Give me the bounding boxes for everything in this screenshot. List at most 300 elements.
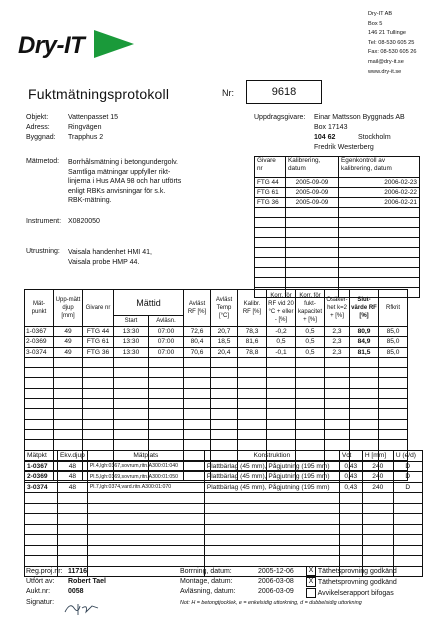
matt-cell: 81,5 — [350, 347, 379, 357]
givare-table — [254, 156, 420, 298]
matt-header-uppmatt: Upp-mätt djup [mm] — [54, 290, 83, 327]
matt-header-start: Start — [114, 316, 149, 327]
matt-cell: 85,0 — [379, 337, 408, 347]
matt-empty-cell — [54, 368, 83, 378]
plats-cell: 0,43 — [339, 482, 362, 493]
givare-empty-row — [255, 248, 420, 258]
matt-empty-cell — [325, 429, 350, 439]
plats-empty-cell — [393, 514, 422, 525]
matt-empty-cell — [267, 440, 296, 450]
matt-empty-cell — [83, 440, 114, 450]
matt-row — [25, 337, 408, 347]
givare-empty-cell — [286, 278, 339, 288]
matt-cell: 49 — [54, 327, 83, 337]
plats-empty-row — [25, 545, 423, 556]
matt-header-rfkrit: Rfkrit — [379, 290, 408, 327]
givare-empty-row — [255, 278, 420, 288]
matt-cell: 85,0 — [379, 347, 408, 357]
matt-empty-cell — [296, 440, 325, 450]
plats-cell: 2-0369 — [25, 472, 58, 483]
matt-empty-cell — [267, 357, 296, 367]
plats-cell: 3-0374 — [25, 482, 58, 493]
givare-empty-cell — [339, 278, 420, 288]
plats-header-cell: Vct — [339, 451, 362, 462]
matt-cell: 07:00 — [149, 337, 184, 347]
borrning-label: Borrning, datum: — [180, 568, 232, 575]
plats-empty-cell — [204, 535, 339, 546]
aukt-label: Aukt.nr: — [26, 588, 51, 595]
givare-empty-cell — [255, 228, 286, 238]
plats-empty-cell — [339, 545, 362, 556]
matt-empty-cell — [211, 388, 238, 398]
plats-row — [25, 461, 423, 472]
matt-empty-cell — [54, 388, 83, 398]
aukt-value: 0058 — [68, 588, 84, 595]
plats-empty-row — [25, 556, 423, 567]
matt-empty-cell — [83, 429, 114, 439]
matt-empty-cell — [25, 399, 54, 409]
matt-empty-cell — [267, 399, 296, 409]
matt-empty-cell — [25, 368, 54, 378]
matt-empty-cell — [149, 409, 184, 419]
matt-empty-cell — [325, 419, 350, 429]
montage-label: Montage, datum: — [180, 578, 233, 585]
matt-empty-cell — [325, 388, 350, 398]
matt-cell: 2,3 — [325, 327, 350, 337]
plats-row — [25, 472, 423, 483]
plats-cell: Plattbärlag (45 mm), Pågjutning (195 mm) — [204, 461, 339, 472]
plats-empty-cell — [393, 566, 422, 577]
givare-empty-cell — [286, 258, 339, 268]
plats-empty-cell — [204, 493, 339, 504]
matt-empty-cell — [83, 368, 114, 378]
matt-empty-cell — [267, 409, 296, 419]
signature-scribble-icon — [62, 600, 102, 618]
matt-empty-cell — [379, 440, 408, 450]
plats-empty-cell — [362, 503, 393, 514]
plats-empty-row — [25, 493, 423, 504]
nr-label: Nr: — [222, 88, 234, 98]
matt-empty-cell — [379, 409, 408, 419]
givare-empty-row — [255, 228, 420, 238]
uppdrag-label: Uppdragsgivare: — [254, 114, 306, 121]
plats-empty-cell — [362, 524, 393, 535]
givare-empty-cell — [339, 248, 420, 258]
matt-empty-cell — [267, 368, 296, 378]
matt-empty-cell — [114, 388, 149, 398]
matt-empty-cell — [25, 378, 54, 388]
matt-empty-cell — [238, 388, 267, 398]
logo-text: Dry-IT — [18, 32, 85, 59]
plats-empty-cell — [58, 503, 88, 514]
plats-empty-cell — [393, 493, 422, 504]
matt-empty-cell — [54, 378, 83, 388]
avlasning-label: Avläsning, datum: — [180, 588, 236, 595]
plats-cell: 48 — [58, 482, 88, 493]
matt-empty-cell — [211, 399, 238, 409]
plats-empty-cell — [204, 514, 339, 525]
avlasning-value: 2006-03-09 — [258, 588, 294, 595]
givare-row — [255, 188, 420, 198]
utrustning-label: Utrustning: — [26, 248, 60, 255]
givare-cell: 2005-09-09 — [286, 188, 339, 198]
givare-empty-cell — [339, 238, 420, 248]
matt-empty-cell — [296, 388, 325, 398]
check-box-1[interactable]: X — [306, 577, 316, 587]
plats-empty-cell — [393, 524, 422, 535]
company-logo — [18, 28, 130, 66]
matt-empty-cell — [83, 399, 114, 409]
plats-empty-cell — [393, 556, 422, 567]
plats-cell: 48 — [58, 461, 88, 472]
matt-empty-cell — [379, 388, 408, 398]
matt-empty-cell — [211, 357, 238, 367]
givare-cell: 2006-02-22 — [339, 188, 420, 198]
plats-cell: D — [393, 461, 422, 472]
matt-empty-cell — [211, 368, 238, 378]
matmetod-line: Borrhålsmätning i betongundergolv. — [68, 159, 178, 166]
matt-empty-cell — [25, 388, 54, 398]
matt-empty-cell — [83, 419, 114, 429]
matt-empty-cell — [149, 368, 184, 378]
matt-header-slut: Slut-värde RF [%] — [350, 290, 379, 327]
givare-empty-row — [255, 238, 420, 248]
plats-empty-cell — [362, 535, 393, 546]
matt-empty-cell — [184, 357, 211, 367]
contact-line: Box 5 — [368, 20, 383, 27]
montage-value: 2006-03-08 — [258, 578, 294, 585]
matt-empty-cell — [184, 378, 211, 388]
plats-cell: D — [393, 472, 422, 483]
matt-empty-cell — [238, 429, 267, 439]
check-box-2[interactable] — [306, 588, 316, 598]
regproj-label: Reg.proj.nr: — [26, 568, 63, 575]
plats-empty-row — [25, 514, 423, 525]
regproj-value: 11716 — [68, 568, 88, 575]
matt-empty-row — [25, 440, 408, 450]
matt-cell: 2,3 — [325, 337, 350, 347]
matt-empty-cell — [350, 440, 379, 450]
adress-value: Ringvägen — [68, 124, 102, 131]
matt-empty-cell — [350, 378, 379, 388]
footer-note: Not: H = betongtjocklek, e = enkelsidig uttorkning, d = dubbelsidig uttorkning — [180, 600, 362, 606]
matt-empty-cell — [325, 409, 350, 419]
plats-empty-cell — [204, 524, 339, 535]
plats-cell: Pl.4,lgh:0367,sovrum,ritn.A300:01:040 — [87, 461, 204, 472]
plats-cell: 240 — [362, 461, 393, 472]
matt-empty-cell — [379, 399, 408, 409]
plats-empty-cell — [339, 556, 362, 567]
matt-cell: 80,4 — [184, 337, 211, 347]
plats-empty-cell — [58, 535, 88, 546]
givare-cell: 2006-02-23 — [339, 178, 420, 188]
matt-empty-cell — [184, 419, 211, 429]
plats-empty-cell — [393, 545, 422, 556]
plats-empty-cell — [25, 524, 58, 535]
matt-empty-cell — [350, 357, 379, 367]
matt-empty-cell — [184, 368, 211, 378]
matt-empty-cell — [325, 368, 350, 378]
matt-empty-cell — [379, 419, 408, 429]
matt-empty-cell — [149, 388, 184, 398]
matt-empty-cell — [238, 399, 267, 409]
matt-empty-cell — [296, 378, 325, 388]
givare-empty-cell — [339, 228, 420, 238]
objekt-label: Objekt: — [26, 114, 49, 121]
plats-header-cell: Mätpkt — [25, 451, 58, 462]
matt-row — [25, 327, 408, 337]
matt-empty-cell — [54, 419, 83, 429]
matmetod-line: RBK-mätning. — [68, 197, 112, 205]
signatur-label: Signatur: — [26, 599, 55, 606]
plats-cell: 240 — [362, 472, 393, 483]
matt-cell: 13:30 — [114, 327, 149, 337]
utfort-value: Robert Tael — [68, 578, 106, 585]
check-row-1 — [306, 577, 397, 587]
check-box-0[interactable]: X — [306, 566, 316, 576]
matt-empty-cell — [114, 440, 149, 450]
matt-empty-cell — [149, 357, 184, 367]
plats-empty-cell — [204, 556, 339, 567]
givare-empty-cell — [255, 238, 286, 248]
matt-empty-cell — [267, 419, 296, 429]
check-label-1: Täthetsprovning godkänd — [317, 578, 397, 586]
matt-empty-cell — [83, 378, 114, 388]
matt-cell: 85,0 — [379, 327, 408, 337]
uppdrag-line-2: 104 62 — [314, 134, 336, 141]
matt-header-avlasn: Avläsn. — [149, 316, 184, 327]
matmetod-text — [68, 158, 248, 206]
plats-empty-cell — [25, 545, 58, 556]
matt-cell: 3-0374 — [25, 347, 54, 357]
matt-cell: 49 — [54, 347, 83, 357]
plats-empty-cell — [58, 545, 88, 556]
givare-empty-cell — [286, 268, 339, 278]
matt-empty-cell — [114, 368, 149, 378]
matt-empty-row — [25, 388, 408, 398]
plats-cell: 48 — [58, 472, 88, 483]
plats-empty-cell — [362, 493, 393, 504]
plats-empty-cell — [25, 493, 58, 504]
plats-cell: 240 — [362, 482, 393, 493]
plats-empty-cell — [87, 524, 204, 535]
plats-cell: Plattbärlag (45 mm), Pågjutning (195 mm) — [204, 482, 339, 493]
matt-empty-cell — [54, 399, 83, 409]
matt-header-givare: Givare nr — [83, 290, 114, 327]
matt-empty-cell — [325, 440, 350, 450]
givare-empty-row — [255, 258, 420, 268]
givare-empty-cell — [286, 218, 339, 228]
nr-value: 9618 — [246, 80, 322, 104]
matt-header-avlast_temp: Avläst Temp [°C] — [211, 290, 238, 327]
givare-empty-cell — [286, 228, 339, 238]
matt-empty-cell — [267, 429, 296, 439]
location-table — [24, 450, 423, 577]
matt-empty-cell — [325, 399, 350, 409]
check-row-2 — [306, 588, 394, 598]
matt-cell: 0,5 — [296, 327, 325, 337]
matt-empty-cell — [296, 429, 325, 439]
matt-empty-cell — [296, 368, 325, 378]
matt-empty-cell — [325, 378, 350, 388]
plats-cell: 1-0367 — [25, 461, 58, 472]
utrustning-line: Vaisala handenhet HMI 41, — [68, 249, 152, 256]
plats-cell: Pl.7,lgh:0374,vard.ritn.A300:01:070 — [87, 482, 204, 493]
matt-cell: 07:00 — [149, 327, 184, 337]
plats-header-cell: Mätplats — [87, 451, 204, 462]
plats-empty-cell — [362, 545, 393, 556]
matt-header-korr_rf: Korr. för RF vid 20 °C + eller - [%] — [267, 290, 296, 327]
matt-header-osaker: Osäker-het k=2 + [%] — [325, 290, 350, 327]
plats-row — [25, 482, 423, 493]
matt-empty-cell — [296, 419, 325, 429]
matt-empty-cell — [54, 357, 83, 367]
matt-empty-cell — [350, 429, 379, 439]
matt-empty-row — [25, 399, 408, 409]
givare-empty-cell — [255, 218, 286, 228]
plats-cell: 0,43 — [339, 472, 362, 483]
givare-cell: FTG 44 — [255, 178, 286, 188]
plats-empty-row — [25, 503, 423, 514]
matt-empty-cell — [211, 429, 238, 439]
adress-label: Adress: — [26, 124, 50, 131]
plats-empty-cell — [87, 535, 204, 546]
matt-empty-cell — [379, 429, 408, 439]
matt-empty-cell — [25, 419, 54, 429]
matt-header-korr_fukt: Korr. för fukt-kapacitet + [%] — [296, 290, 325, 327]
givare-empty-cell — [339, 258, 420, 268]
plats-empty-cell — [339, 493, 362, 504]
givare-cell: 2005-09-09 — [286, 178, 339, 188]
matt-header-mattid: Mättid — [114, 290, 184, 316]
contact-line: 146 21 Tullinge — [368, 30, 406, 37]
plats-empty-cell — [87, 493, 204, 504]
matt-empty-cell — [350, 409, 379, 419]
matt-cell: 49 — [54, 337, 83, 347]
matt-empty-cell — [54, 409, 83, 419]
matt-empty-cell — [184, 399, 211, 409]
matt-empty-cell — [25, 409, 54, 419]
matt-cell: FTG 61 — [83, 337, 114, 347]
matt-empty-row — [25, 357, 408, 367]
matt-empty-cell — [238, 368, 267, 378]
matt-cell: 13:30 — [114, 337, 149, 347]
matt-empty-cell — [211, 419, 238, 429]
matt-cell: 20,4 — [211, 347, 238, 357]
matt-empty-cell — [211, 378, 238, 388]
matt-header-kalibr: Kalibr. RF [%] — [238, 290, 267, 327]
instrument-value: X0820050 — [68, 218, 100, 225]
matt-empty-row — [25, 409, 408, 419]
matt-cell: 1-0367 — [25, 327, 54, 337]
givare-empty-row — [255, 218, 420, 228]
matt-empty-cell — [114, 399, 149, 409]
uppdrag-line-0: Einar Mattsson Byggnads AB — [314, 114, 405, 121]
matt-header-avlast_rf: Avläst RF [%] — [184, 290, 211, 327]
matmetod-line: enligt RBKs anvisningar för s.k. — [68, 187, 166, 195]
matt-cell: 0,5 — [296, 347, 325, 357]
matt-header-row-1 — [25, 290, 408, 316]
givare-empty-row — [255, 268, 420, 278]
matt-cell: 72,6 — [184, 327, 211, 337]
logo-triangle-icon — [94, 30, 134, 58]
matt-empty-cell — [350, 419, 379, 429]
matt-empty-cell — [114, 409, 149, 419]
matt-cell: 2,3 — [325, 347, 350, 357]
plats-empty-cell — [204, 545, 339, 556]
matt-cell: 18,5 — [211, 337, 238, 347]
matt-empty-cell — [149, 378, 184, 388]
givare-header-cell: Egenkontroll av kalibrering, datum — [339, 157, 420, 178]
matt-empty-cell — [350, 399, 379, 409]
matt-empty-cell — [54, 440, 83, 450]
plats-header-row — [25, 451, 423, 462]
matt-empty-cell — [25, 429, 54, 439]
matt-cell: 84,9 — [350, 337, 379, 347]
plats-header-cell: U (e/d) — [393, 451, 422, 462]
plats-empty-cell — [25, 514, 58, 525]
plats-header-cell: H [mm] — [362, 451, 393, 462]
plats-empty-cell — [25, 535, 58, 546]
matt-empty-cell — [25, 357, 54, 367]
matt-empty-cell — [350, 388, 379, 398]
matt-empty-cell — [83, 388, 114, 398]
contact-line: Tel: 08-530 605 25 — [368, 39, 415, 46]
matt-cell: FTG 36 — [83, 347, 114, 357]
givare-empty-cell — [339, 208, 420, 218]
objekt-value: Vattenpasset 15 — [68, 114, 119, 121]
plats-empty-cell — [87, 514, 204, 525]
matt-empty-cell — [114, 378, 149, 388]
plats-empty-cell — [58, 514, 88, 525]
matt-empty-cell — [114, 419, 149, 429]
contact-line: Dry-IT AB — [368, 11, 393, 17]
plats-empty-cell — [204, 503, 339, 514]
plats-empty-cell — [339, 524, 362, 535]
matt-cell: FTG 44 — [83, 327, 114, 337]
givare-empty-cell — [286, 238, 339, 248]
plats-empty-cell — [362, 556, 393, 567]
givare-empty-cell — [255, 258, 286, 268]
matt-cell: 2-0369 — [25, 337, 54, 347]
givare-empty-cell — [255, 268, 286, 278]
givare-empty-row — [255, 208, 420, 218]
plats-cell: D — [393, 482, 422, 493]
matt-row — [25, 347, 408, 357]
plats-empty-cell — [339, 503, 362, 514]
matt-cell: -0,1 — [267, 347, 296, 357]
matt-empty-cell — [83, 409, 114, 419]
givare-empty-cell — [286, 208, 339, 218]
givare-empty-cell — [255, 208, 286, 218]
plats-cell: Plattbärlag (45 mm), Pågjutning (195 mm) — [204, 472, 339, 483]
plats-cell: Pl.5,lgh:0369,sovrum,ritn.A300:01:050 — [87, 472, 204, 483]
uppdrag-line-4: Fredrik Westerberg — [314, 144, 374, 151]
matt-cell: 13:30 — [114, 347, 149, 357]
matt-empty-cell — [184, 409, 211, 419]
matt-empty-cell — [149, 399, 184, 409]
plats-empty-cell — [339, 514, 362, 525]
plats-empty-cell — [393, 535, 422, 546]
page-title: Fuktmätningsprotokoll — [28, 86, 170, 102]
matt-empty-cell — [114, 357, 149, 367]
company-contact — [368, 10, 417, 77]
plats-empty-cell — [87, 545, 204, 556]
matt-empty-row — [25, 378, 408, 388]
plats-empty-cell — [58, 556, 88, 567]
matt-empty-cell — [184, 388, 211, 398]
givare-cell: FTG 61 — [255, 188, 286, 198]
